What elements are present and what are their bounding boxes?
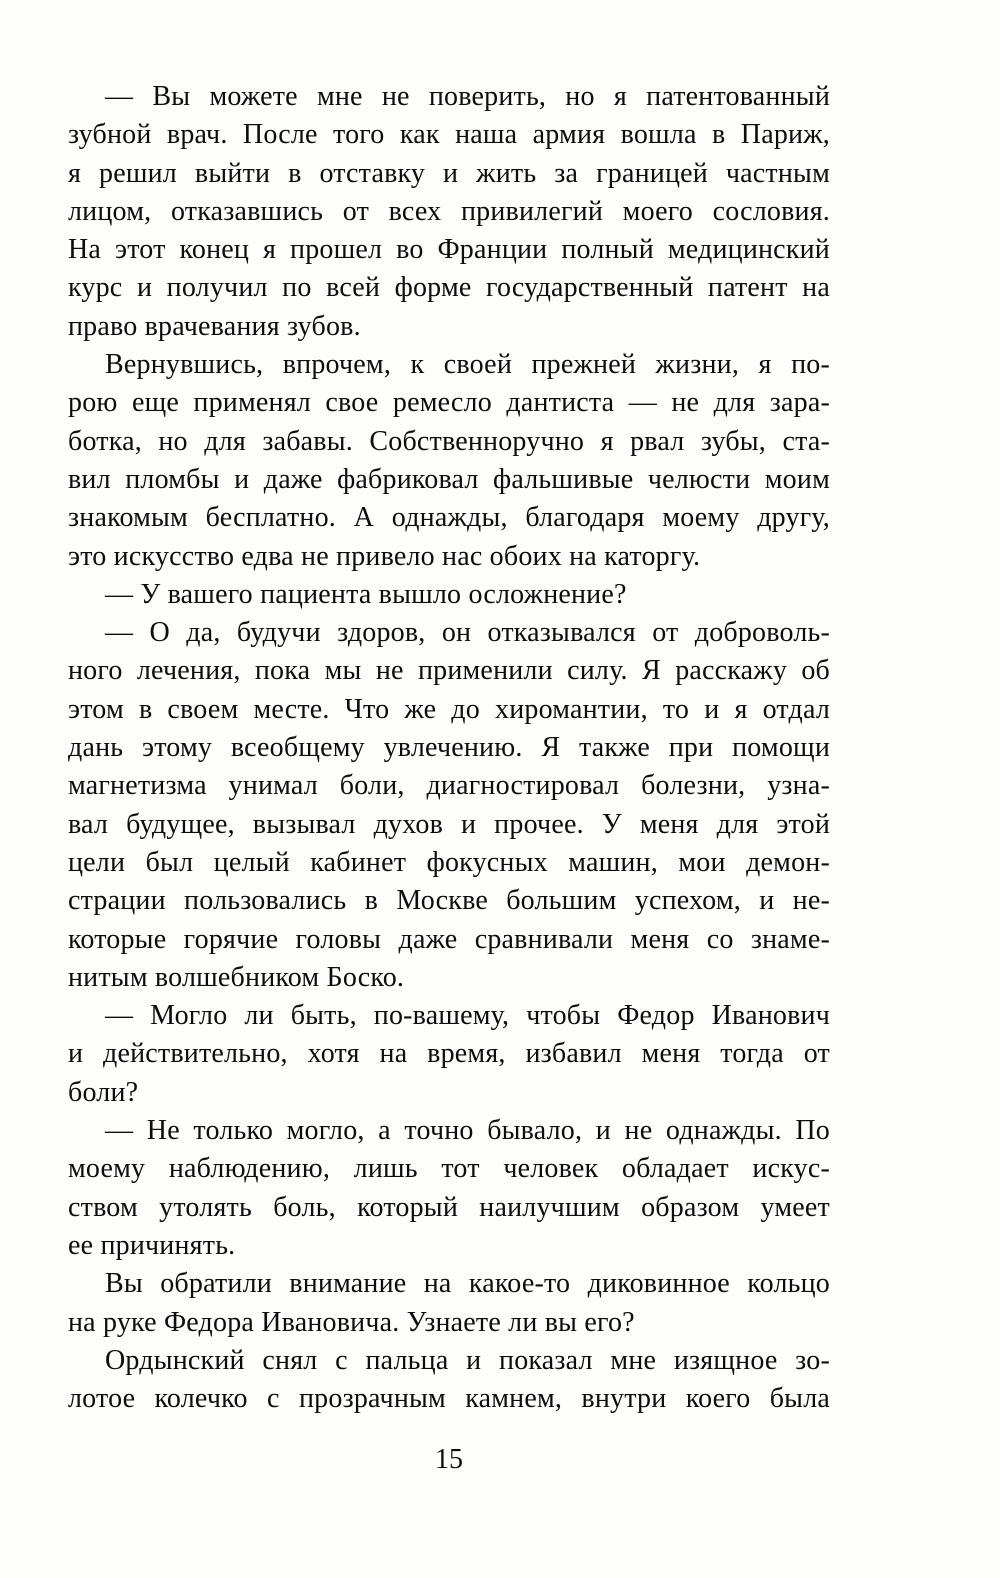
text-line: — Вы можете мне не поверить, но я патентованный (105, 81, 830, 112)
text-line: — О да, будучи здоров, он отказывался от доброволь- (105, 617, 830, 649)
paragraph (68, 997, 830, 1112)
text-line: ством утолять боль, который наилучшим образом умеет (68, 1191, 830, 1223)
text-line: ее причинять. (68, 1229, 236, 1261)
text-line: лотое колечко с прозрачным камнем, внутри коего была (68, 1383, 830, 1415)
text-line: ного лечения, пока мы не применили силу. Я расскажу об (68, 655, 830, 687)
text-line: моему наблюдению, лишь тот человек обладает искус- (68, 1153, 830, 1185)
text-line: Вы обратили внимание на какое-то диковинное кольцо (105, 1268, 830, 1300)
text-line: я решил выйти в отставку и жить за границей частным (68, 157, 830, 189)
text-line: ботка, но для забавы. Собственноручно я рвал зубы, ста- (68, 425, 830, 457)
text-line: лицом, отказавшись от всех привилегий моего сословия. (68, 195, 830, 227)
paragraph (68, 1342, 830, 1419)
page-number: 15 (435, 1444, 463, 1475)
paragraph (68, 614, 830, 997)
text-line: вил пломбы и даже фабриковал фальшивые челюсти моим (68, 463, 830, 495)
text-line: страции пользовались в Москве большим успехом, и не- (68, 885, 830, 917)
text-line: — Могло ли быть, по-вашему, чтобы Федор Иванович (105, 1000, 830, 1032)
text-line: этом в своем месте. Что же до хиромантии, то и я отдал (68, 693, 830, 725)
text-line: рою еще применял свое ремесло дантиста — не для зара- (68, 387, 830, 419)
text-line: и действительно, хотя на время, избавил меня тогда от (68, 1038, 830, 1070)
text-line: курс и получил по всей форме государственный патент на (68, 272, 830, 304)
text-line: которые горячие головы даже сравнивали меня со знаме- (68, 923, 830, 955)
paragraph (68, 1112, 830, 1265)
paragraph (68, 576, 830, 614)
text-line: знакомым бесплатно. А однажды, благодаря моему другу, (68, 502, 830, 534)
text-line: вал будущее, вызывал духов и прочее. У меня для этой (68, 808, 830, 840)
text-line: магнетизма унимал боли, диагностировал болезни, узна- (68, 770, 830, 802)
text-line: право врачевания зубов. (68, 310, 361, 342)
text-line: На этот конец я прошел во Франции полный медицинский (68, 234, 830, 266)
text-line: цели был целый кабинет фокусных машин, мои демон- (68, 846, 830, 878)
text-line: зубной врач. После того как наша армия вошла в Париж, (68, 119, 830, 151)
paragraph (68, 1265, 830, 1342)
text-line: боли? (68, 1076, 139, 1108)
text-line: на руке Федора Ивановича. Узнаете ли вы его? (68, 1306, 635, 1338)
text-line: это искусство едва не привело нас обоих на каторгу. (68, 540, 701, 572)
text-line: Вернувшись, впрочем, к своей прежней жизни, я по- (105, 349, 830, 381)
text-line: дань этому всеобщему увлечению. Я также при помощи (68, 732, 830, 764)
text-line: нитым волшебником Боско. (68, 961, 405, 993)
paragraph (68, 346, 830, 576)
text-line: — Не только могло, а точно бывало, и не однажды. По (105, 1115, 830, 1147)
page-text (68, 78, 830, 1418)
text-line: Ордынский снял с пальца и показал мне изящное зо- (105, 1344, 830, 1376)
text-line: — У вашего пациента вышло осложнение? (105, 578, 627, 610)
paragraph (68, 78, 830, 346)
